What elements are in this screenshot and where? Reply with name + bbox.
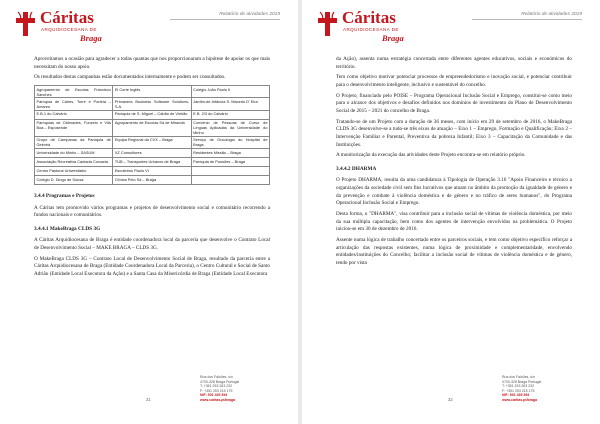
logo-title: Cáritas <box>342 8 396 27</box>
footer-website[interactable]: www.caritas.pt/braga <box>502 397 538 402</box>
paragraph: da Ação), assenta numa estratégia concertada entre diferentes agentes educativos, sociais e económicos do território. <box>336 56 572 70</box>
footer-website[interactable]: www.caritas.pt/braga <box>200 397 236 402</box>
footer-line: T: +351 253 263 232 <box>502 384 535 389</box>
section-heading: 3.4.4.2 DHARMA <box>336 165 377 172</box>
table-cell: Colégio João Paulo II <box>191 86 269 98</box>
report-title: Relatório de atividades 2019 <box>219 12 280 17</box>
table-cell: El Corte Inglês <box>113 86 191 98</box>
table-cell: TUB – Transportes Urbanos de Braga <box>113 157 191 166</box>
table-cell: Paróquia de Pousões – Braga <box>191 157 269 166</box>
right-content <box>336 56 572 271</box>
footer-nif: NIF: 501 439 394 <box>502 393 530 398</box>
page-number: 31 <box>146 397 151 402</box>
table-cell: E.B.1 do Calvário <box>35 110 113 119</box>
footer-address <box>200 375 284 403</box>
paragraph: Tratando-se de um Projeto com a duração de 36 meses, com início em 29 de setembro de 2016, o MakeBraga CLDS 3G desenvolve-se a tudo-se três eixos de atuação – Eixo 1 – Emprego, Formação e Qualificação; Eixo 2 – Intervenção Familiar e Parental, Preventiva da pobreza Infantil; Eixo 3 – Capacitação da Comunidade e das Instituições. <box>336 118 572 148</box>
table-row <box>35 175 270 184</box>
table-cell: Serviço de Oncologia do Hospital de Braga <box>193 137 268 148</box>
table-cell: Residentes Missão – Braga <box>191 148 269 157</box>
table-row <box>35 136 270 148</box>
page-right <box>302 0 600 424</box>
caritas-logo <box>14 8 124 42</box>
table-cell: Agrupamento de Escolas Sá de Miranda <box>113 119 191 136</box>
section-heading: 3.4.4 Programas e Projetos <box>34 192 95 199</box>
table-cell: E.B. 2/3 do Calvário <box>191 110 269 119</box>
table-row <box>35 157 270 166</box>
table-cell: Paróquia de Caires, Torre e Portela – Amares <box>36 98 111 109</box>
table-cell: Grupo de Campanas da Paróquia de Gelmirá <box>36 137 111 148</box>
table-cell: Escoteiros Paulo VI <box>113 166 191 175</box>
paragraph: A Cáritas tem promovido vários programas e projetos de desenvolvimento social e comunitário recorrendo a fundos nacionais e comunitários. <box>34 204 270 219</box>
footer-line: Rua dos Falcões, s/n <box>200 375 233 379</box>
table-cell: Associação Recreativa Cantada Coroada <box>35 157 113 166</box>
cross-flame-icon <box>14 10 38 38</box>
paragraph: Os resultados destas campanhas estão documentados internamente e podem ser consultados. <box>34 74 226 81</box>
table-cell: Primavera Business Software Solutions, S.A. <box>114 98 190 109</box>
logo-subtitle: ARQUIDIOCESANA DE <box>41 27 97 32</box>
header-rule <box>472 19 582 20</box>
left-content <box>34 56 270 282</box>
footer-line: T: +351 253 263 232 <box>200 384 233 389</box>
logo-title: Cáritas <box>40 8 94 27</box>
table-cell: XZ Consultores <box>113 148 191 157</box>
paragraph: A monitorização da execução das atividades deste Projeto encontra-se em relatório próprio. <box>336 152 526 159</box>
table-cell: Universidade do Minho – SASUM <box>35 148 113 157</box>
caritas-logo <box>316 8 426 42</box>
page-number: 32 <box>448 397 453 402</box>
paragraph: O Projeto DHARMA, resulta da uma candidatura à Tipologia de Operação 3.16 "Apoio Financeiro e técnico a organizações da sociedade civil sem fins lucrativos que atuam no âmbito da promoção da igualdade de género e da prevenção e combate à violência doméstica e de género e no tráfico de seres humanos", do Programa Operacional Inclusão Social e Emprego. <box>336 177 572 207</box>
table-row <box>35 166 270 175</box>
logo-city: Braga <box>80 33 102 43</box>
paragraph: A Cáritas Arquidiocesana de Braga é entidade coordenadora local da parceria que desenvolve o Contrato Local de Desenvolvimento Social – MAKE BRAGA – CLDS 3G. <box>34 237 270 251</box>
table-cell: Convénio de Pessoas de Curso de Línguas Aplicadas da Universidade do Minho <box>193 120 268 136</box>
table-row <box>35 119 270 136</box>
table-cell: Colégio D. Diogo de Sousa <box>35 175 113 184</box>
logo-city: Braga <box>382 33 404 43</box>
report-title: Relatório de atividades 2019 <box>521 12 582 17</box>
paragraph: O MakeBraga CLDS 3G – Contrato Local de Desenvolvimento Social de Braga, resultado da parceria entre a Cáritas Arquidiocesana de Braga (Entidade Coordenadora Local da Parceria), o Centro Cultural e Social de Santo Adrião (Entidade Local Executora da Ação) e a Santa Casa da Misericórdia de Braga (Entidade Local Executora <box>34 255 270 277</box>
footer-line: Rua dos Falcões, s/n <box>502 375 535 379</box>
footer-line: 4700-328 Braga Portugal <box>502 379 542 384</box>
table-row <box>35 98 270 110</box>
paragraph: Desta forma, o "DHARMA", visa contribuir para a inclusão social de vítimas de violência doméstica, por meio da sua múltipla capacitação, bem como dos agentes de intervenção envolvidos na problemática. O Projeto iniciou-se em 30 de dezembro de 2016. <box>336 211 572 233</box>
section-heading: 3.4.4.1 MakeBraga CLDS 3G <box>34 225 101 232</box>
paragraph: Tem como objetivo motivar potenciar processos de empreendedorismo e inovação social, e potenciar contribuir para o desenvolvimento inteligente, inclusivo e sustentável do concelho. <box>336 74 572 88</box>
table-cell <box>191 166 269 175</box>
table-cell: Centro Pastoral Universitário <box>35 166 113 175</box>
footer-line: 4700-328 Braga Portugal <box>200 379 240 384</box>
table-cell: Equipa Regional da CVX – Braga <box>113 136 191 148</box>
paragraph: O Projeto, financiado pelo POISE – Programa Operacional Inclusão Social e Emprego, constitui-se como meio para o alcance dos objetivos e desafios definidos nos domínios de investimento do Plano de Desenvolvimento Social de 2015 – 2021 do concelho de Braga. <box>336 92 572 114</box>
footer-address <box>502 375 586 403</box>
footer-line: F: +351 253 215 175 <box>200 388 233 393</box>
table-cell: Paróquias de Oldroades, Fonzelo e Vila Boa – Esposende <box>35 119 113 136</box>
header-rule <box>170 19 280 20</box>
table-cell: Jardim-de-Infância S. Macedo D' Eira <box>191 98 269 110</box>
cross-flame-icon <box>316 10 340 38</box>
paragraph: Assente numa lógica de trabalho concertado entre os parceiros sociais, e tem como objetivo específico reforçar a articulação das respostas existentes, numa lógica de proximidade e complementaridade, envolvendo entidades/instituições do Concelho; facilitar a inclusão social de vítimas de violência doméstica e de género, tendo por vista <box>336 237 572 266</box>
table-row <box>35 86 270 98</box>
table-cell: Clínica Pelo Sá – Braga <box>113 175 191 184</box>
paragraph: Aproveitamos a ocasião para agradecer a todas quantas que nos proporcionaram a hipótese de apoiar os que mais necessitam do nosso apoio. <box>34 56 270 70</box>
page-left <box>0 0 298 424</box>
table-row <box>35 110 270 119</box>
partners-table <box>34 85 270 185</box>
table-row <box>35 148 270 157</box>
table-cell <box>191 175 269 184</box>
footer-line: F: +351 253 215 175 <box>502 388 535 393</box>
table-cell: Paróquia de S. Miguel – Cabão de Vinhão <box>113 110 191 119</box>
table-cell: Agrupamento de Escolas Francisco Sanches <box>36 86 111 97</box>
footer-nif: NIF: 501 439 394 <box>200 393 228 398</box>
logo-subtitle: ARQUIDIOCESANA DE <box>343 27 399 32</box>
